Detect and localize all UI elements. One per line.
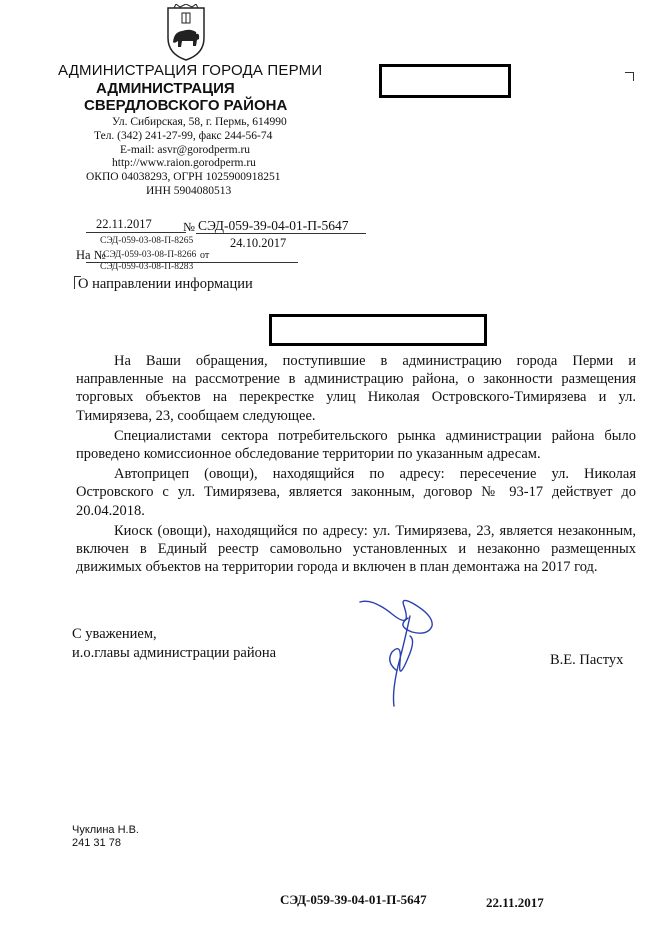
org-address: Ул. Сибирская, 58, г. Пермь, 614990 (112, 116, 287, 128)
executor-name: Чуклина Н.В. (72, 824, 139, 836)
body-paragraph-3: Автоприцеп (овощи), находящийся по адресу: пересечение ул. Николая Островского с ул. Тимирязева, является законным, договор № 93-17 действует до 20.04.2018. (76, 466, 636, 519)
redacted-addressee-box (269, 314, 487, 346)
reference-number-2: СЭД-059-03-08-П-8266 (103, 250, 197, 260)
org-phone: Тел. (342) 241-27-99, факс 244-56-74 (94, 130, 273, 142)
closing-regards: С уважением, (72, 626, 157, 642)
footer-date: 22.11.2017 (486, 895, 544, 910)
body-paragraph-1: На Ваши обращения, поступившие в администрацию города Перми и направленные на рассмотрение в администрацию района, о законности размещения торговых объектов на перекрестке улиц Николая Островского-Тимирязева и ул. Тимирязева, 23, сообщаем следующее. (76, 353, 636, 424)
footer-number: СЭД-059-39-04-01-П-5647 (280, 892, 427, 907)
body-paragraph-2: Специалистами сектора потребительского рынка администрации района было проведено комиссионное обследование территории по указанным адресам. (76, 427, 636, 463)
org-okpo: ОКПО 04038293, ОГРН 1025900918251 (86, 171, 281, 183)
org-name-line3: СВЕРДЛОВСКОГО РАЙОНА (84, 97, 288, 114)
letter-body (76, 352, 636, 578)
letter-subject: О направлении информации (78, 276, 253, 292)
reference-number-3: СЭД-059-03-08-П-8283 (100, 262, 194, 272)
org-inn: ИНН 5904080513 (146, 185, 232, 197)
executor-phone: 241 31 78 (72, 837, 121, 849)
handwritten-signature (352, 596, 444, 708)
outgoing-date: 22.11.2017 (96, 217, 152, 231)
date-underline (86, 232, 186, 233)
org-name-line1: АДМИНИСТРАЦИЯ ГОРОДА ПЕРМИ (58, 62, 323, 79)
number-underline (196, 233, 366, 234)
org-email: E-mail: asvr@gorodperm.ru (120, 144, 251, 156)
org-website: http://www.raion.gorodperm.ru (112, 157, 256, 169)
address-corner-mark (625, 72, 634, 81)
number-sign: № (183, 220, 195, 234)
outgoing-number: СЭД-059-39-04-01-П-5647 (198, 218, 349, 233)
body-paragraph-4: Киоск (овощи), находящийся по адресу: ул. Тимирязева, 23, является незаконным, включен в Единый реестр самовольно установленных и незаконно размещенных движимых объектов на территории города и включен в план демонтажа на 2017 год. (76, 522, 636, 576)
reference-label: На № (76, 248, 106, 262)
signatory-name: В.Е. Пастух (550, 652, 624, 668)
reference-number-1: СЭД-059-03-08-П-8265 (100, 236, 194, 246)
reference-from: от (200, 250, 210, 261)
redacted-recipient-box (379, 64, 511, 98)
city-emblem-icon (160, 4, 212, 62)
signatory-position: и.о.главы администрации района (72, 645, 277, 661)
reference-date: 24.10.2017 (230, 236, 287, 250)
org-name-line2: АДМИНИСТРАЦИЯ (96, 80, 235, 97)
